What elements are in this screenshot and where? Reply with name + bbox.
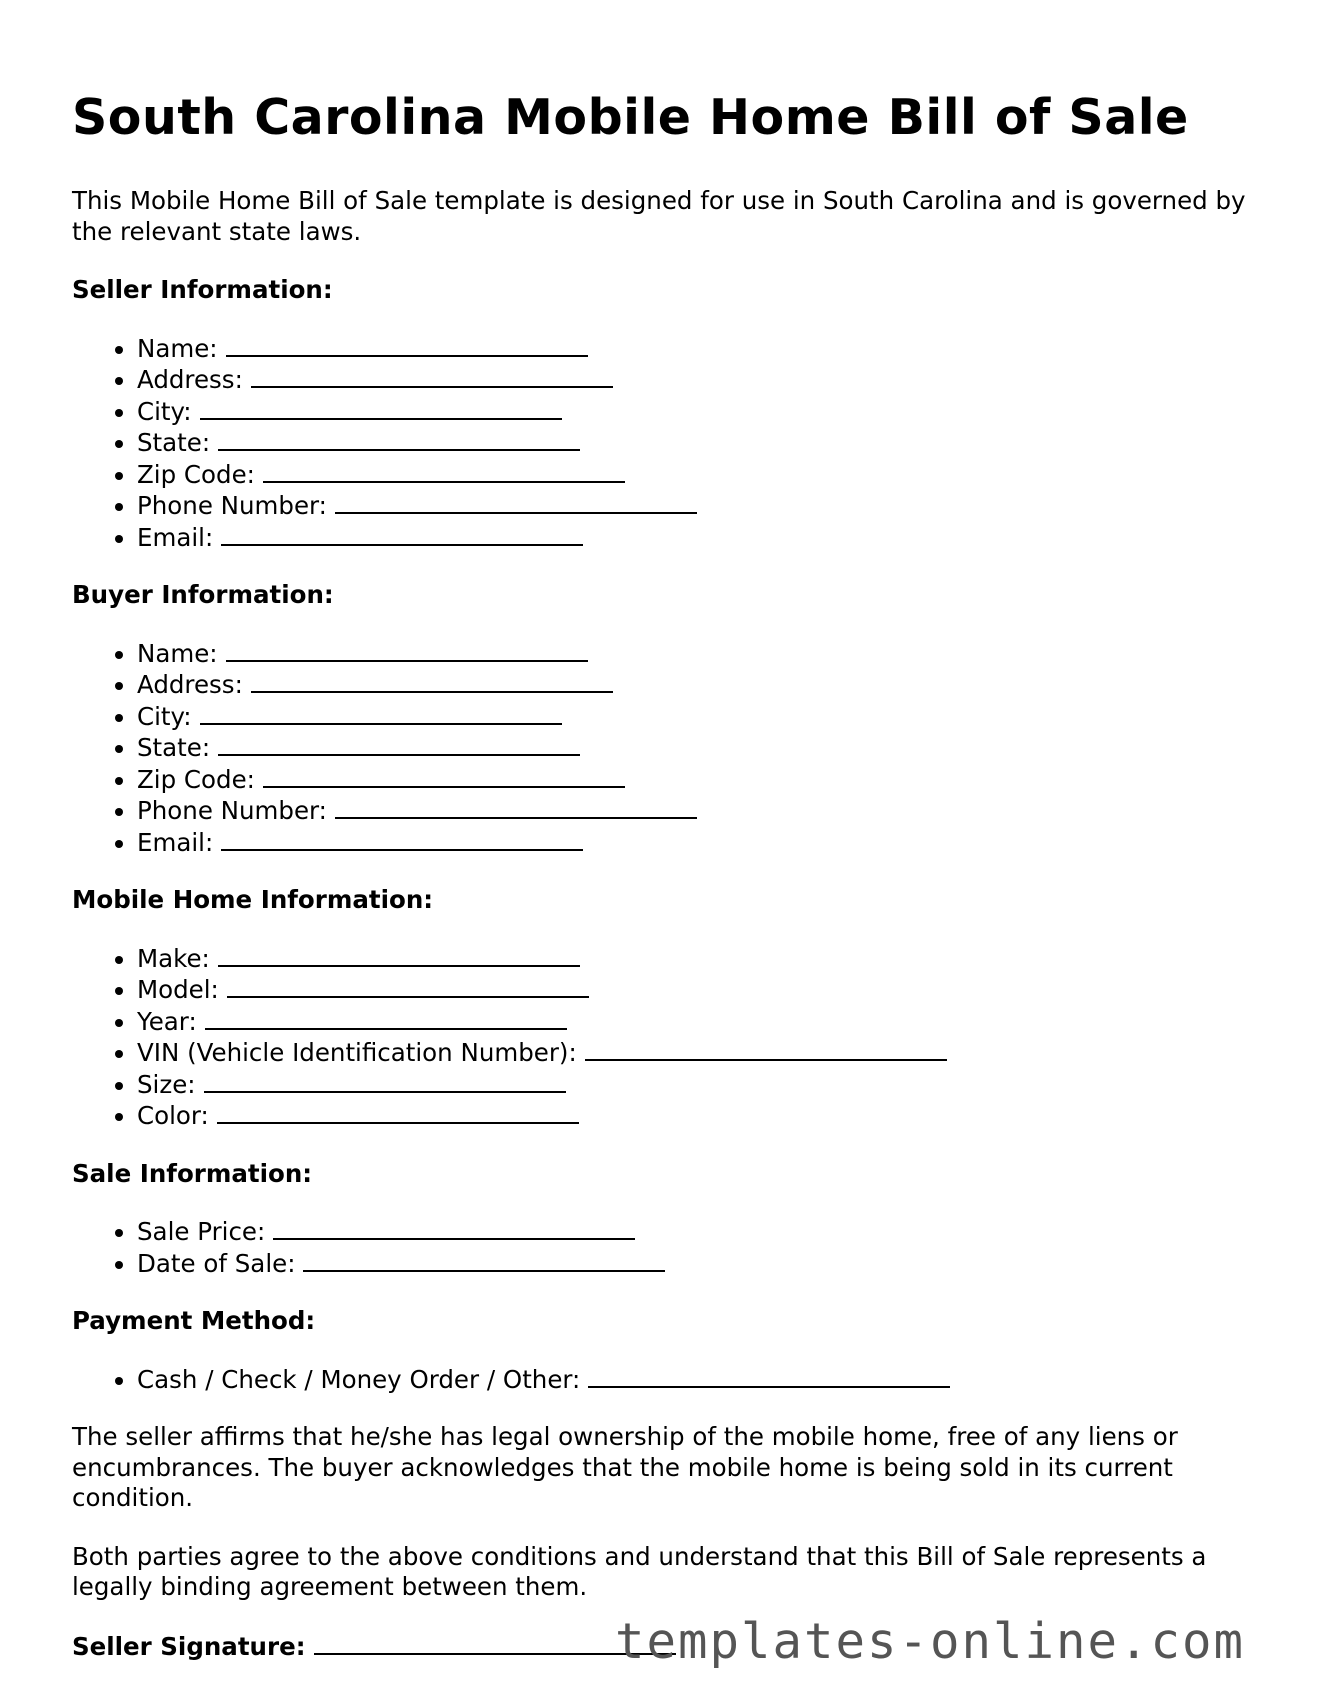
field-label: Size: [137, 1069, 196, 1099]
intro-paragraph: This Mobile Home Bill of Sale template is designed for use in South Carolina and is governed by the relevant state laws. [72, 186, 1246, 246]
field-label: Make: [137, 943, 210, 973]
buyer-field-state [137, 732, 1252, 764]
buyer-info-heading: Buyer Information: [72, 580, 334, 609]
field-label: Zip Code: [137, 764, 255, 794]
payment-field-method [137, 1364, 1252, 1396]
blank-line[interactable] [226, 638, 588, 662]
seller-info-heading: Seller Information: [72, 275, 333, 304]
mobile-home-field-vin [137, 1037, 1252, 1069]
field-label: Sale Price: [137, 1217, 266, 1246]
document-title: South Carolina Mobile Home Bill of Sale [72, 89, 1189, 146]
payment-fields-list [72, 1364, 1252, 1396]
blank-line[interactable] [335, 795, 697, 819]
buyer-fields-list [72, 638, 1252, 859]
blank-line[interactable] [200, 701, 562, 725]
field-label: Model: [137, 975, 219, 1004]
mobile-home-fields-list [72, 943, 1252, 1132]
agreement-paragraph: Both parties agree to the above conditions and understand that this Bill of Sale represents a legally binding agreement between them. [72, 1541, 1207, 1601]
mobile-home-field-color [137, 1100, 1252, 1132]
buyer-field-city [137, 701, 1252, 733]
blank-line[interactable] [221, 827, 583, 851]
mobile-home-field-model [137, 974, 1252, 1006]
seller-field-zip [137, 459, 1252, 491]
field-label: Address: [137, 670, 243, 699]
field-label: City: [137, 396, 192, 426]
buyer-field-address [137, 669, 1252, 701]
blank-line[interactable] [204, 1069, 566, 1093]
blank-line[interactable] [263, 764, 625, 788]
field-label: Name: [137, 333, 218, 363]
document-page [72, 86, 1252, 1689]
field-label: Email: [137, 522, 214, 552]
field-label: City: [137, 701, 192, 731]
sale-info-heading: Sale Information: [72, 1158, 313, 1188]
blank-line[interactable] [263, 459, 625, 483]
mobile-home-field-size [137, 1069, 1252, 1101]
buyer-field-name [137, 638, 1252, 670]
blank-line[interactable] [218, 732, 580, 756]
buyer-field-phone [137, 795, 1252, 827]
mobile-home-field-year [137, 1006, 1252, 1038]
blank-line[interactable] [221, 522, 583, 546]
mobile-home-field-make [137, 943, 1252, 975]
blank-line[interactable] [200, 396, 562, 420]
buyer-field-zip [137, 764, 1252, 796]
affirmation-paragraph: The seller affirms that he/she has legal ownership of the mobile home, free of any liens or encumbrances. The buyer acknowledges that the mobile home is being sold in its current condition. [72, 1422, 1178, 1512]
field-label: Color: [137, 1101, 209, 1130]
field-label: Year: [137, 1006, 197, 1036]
blank-line[interactable] [588, 1364, 950, 1388]
blank-line[interactable] [303, 1248, 665, 1272]
sale-field-date [137, 1248, 1252, 1280]
field-label: State: [137, 733, 211, 762]
blank-line[interactable] [335, 490, 697, 514]
blank-line[interactable] [205, 1006, 567, 1030]
seller-fields-list [72, 333, 1252, 554]
mobile-home-info-heading: Mobile Home Information: [72, 885, 434, 914]
blank-line[interactable] [251, 364, 613, 388]
seller-field-name [137, 333, 1252, 365]
blank-line[interactable] [251, 669, 613, 693]
payment-method-heading: Payment Method: [72, 1306, 316, 1335]
blank-line[interactable] [273, 1216, 635, 1240]
seller-signature-label: Seller Signature: [72, 1631, 306, 1661]
field-label: Cash / Check / Money Order / Other: [137, 1364, 581, 1394]
field-label: VIN (Vehicle Identification Number): [137, 1038, 577, 1067]
seller-field-phone [137, 490, 1252, 522]
blank-line[interactable] [218, 427, 580, 451]
buyer-field-email [137, 827, 1252, 859]
seller-field-email [137, 522, 1252, 554]
field-label: Email: [137, 827, 214, 857]
blank-line[interactable] [585, 1037, 947, 1061]
blank-line[interactable] [217, 1100, 579, 1124]
sale-field-price [137, 1216, 1252, 1248]
field-label: Zip Code: [137, 459, 255, 489]
seller-field-city [137, 396, 1252, 428]
blank-line[interactable] [226, 333, 588, 357]
field-label: Address: [137, 365, 243, 394]
blank-line[interactable] [218, 943, 580, 967]
field-label: Phone Number: [137, 796, 327, 825]
sale-fields-list [72, 1216, 1252, 1279]
field-label: Phone Number: [137, 491, 327, 520]
field-label: Name: [137, 638, 218, 668]
field-label: Date of Sale: [137, 1248, 296, 1278]
seller-field-state [137, 427, 1252, 459]
field-label: State: [137, 428, 211, 457]
seller-field-address [137, 364, 1252, 396]
watermark-text: templates-online.com [615, 1613, 1246, 1670]
blank-line[interactable] [227, 974, 589, 998]
